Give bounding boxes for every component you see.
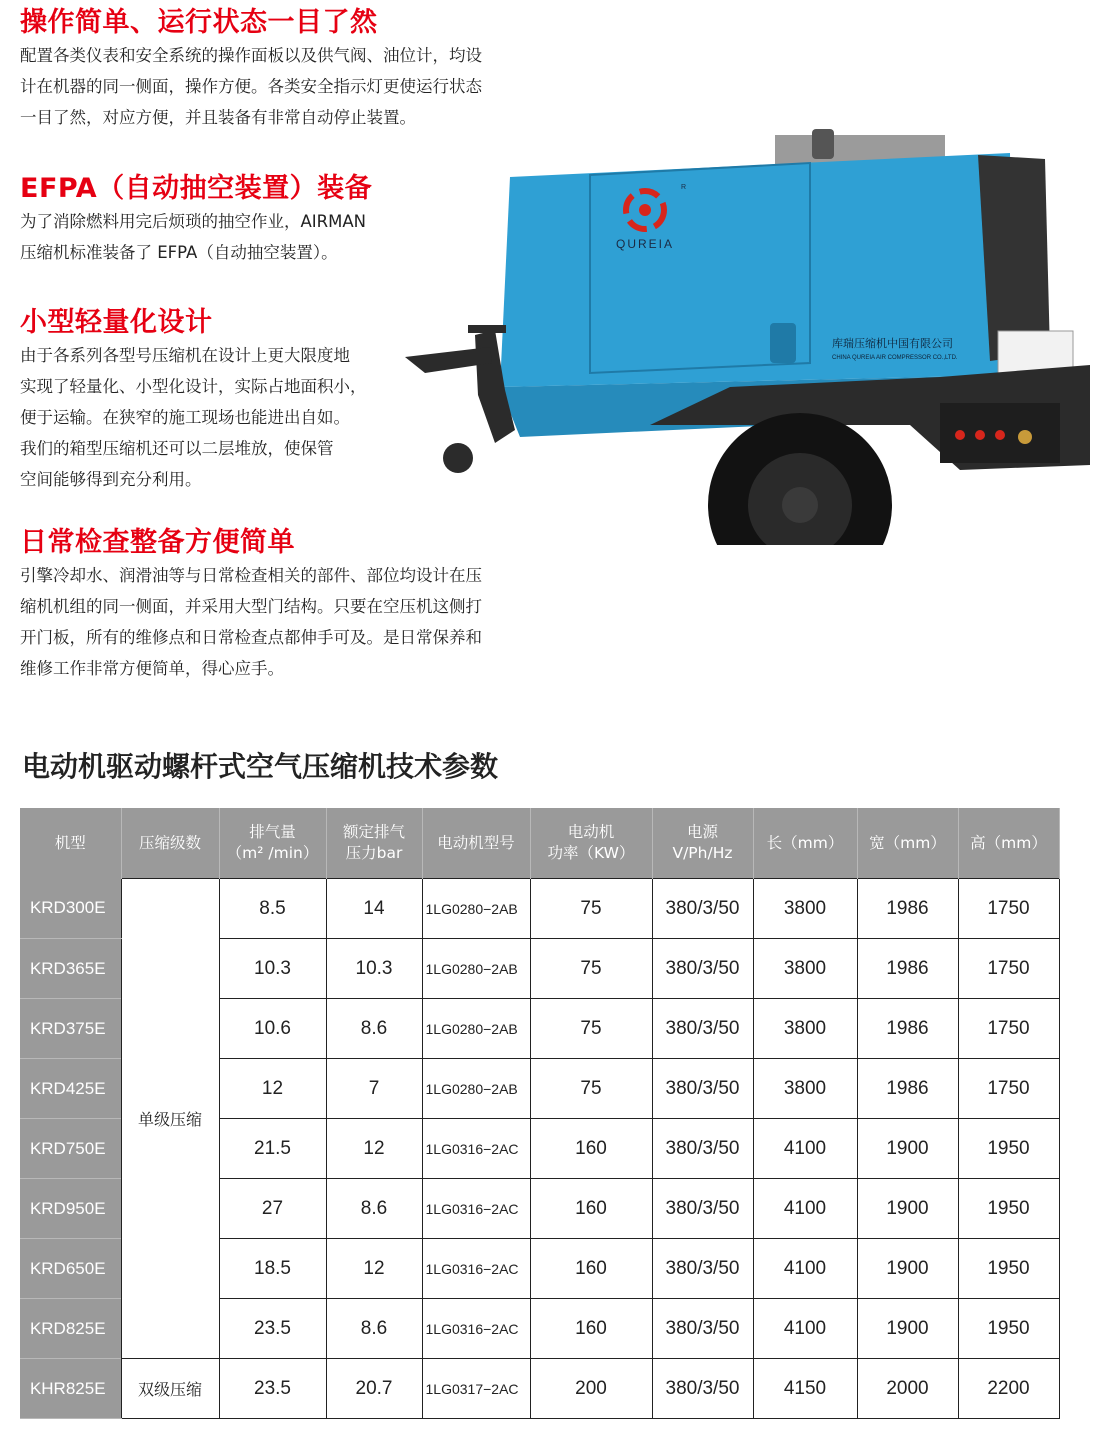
- cell-length: 4100: [753, 1179, 857, 1239]
- cell-pressure: 14: [326, 879, 422, 939]
- svg-text:QUREIA: QUREIA: [615, 237, 675, 251]
- cell-length: 3800: [753, 999, 857, 1059]
- section-line: 我们的箱型压缩机还可以二层堆放，使保管: [20, 439, 334, 458]
- cell-length: 3800: [753, 1059, 857, 1119]
- header-motor-model: 电动机型号: [422, 808, 530, 879]
- cell-length: 3800: [753, 939, 857, 999]
- cell-length: 3800: [753, 879, 857, 939]
- cell-motor-power: 75: [530, 939, 652, 999]
- cell-model: KRD950E: [20, 1179, 121, 1239]
- table-row: [20, 879, 1059, 939]
- wheel-hub: [782, 487, 818, 523]
- header-stage: 压缩级数: [121, 808, 219, 879]
- cell-power-supply: 380/3/50: [652, 939, 753, 999]
- cell-pressure: 8.6: [326, 999, 422, 1059]
- cell-stage: 双级压缩: [121, 1359, 219, 1419]
- cell-pressure: 8.6: [326, 1179, 422, 1239]
- cell-height: 2200: [958, 1359, 1059, 1419]
- cell-height: 1750: [958, 879, 1059, 939]
- section-line: 缩机机组的同一侧面，并采用大型门结构。只要在空压机这侧打: [20, 597, 482, 616]
- cell-height: 1750: [958, 999, 1059, 1059]
- section-title: EFPA（自动抽空装置）装备: [20, 173, 373, 204]
- section-line: 计在机器的同一侧面，操作方便。各类安全指示灯更使运行状态: [20, 77, 482, 96]
- valve-icon: [975, 430, 985, 440]
- header-length: 长（mm）: [753, 808, 857, 879]
- cell-motor-model: 1LG0316−2AC: [422, 1239, 530, 1299]
- header-height: 高（mm）: [958, 808, 1059, 879]
- feature-section-operation: [20, 6, 482, 133]
- svg-text:R: R: [681, 184, 687, 191]
- table-row: [20, 1359, 1059, 1419]
- cell-motor-model: 1LG0316−2AC: [422, 1119, 530, 1179]
- cell-width: 1986: [857, 939, 958, 999]
- header-model: 机型: [20, 808, 121, 879]
- cell-motor-model: 1LG0280−2AB: [422, 999, 530, 1059]
- section-line: 由于各系列各型号压缩机在设计上更大限度地: [20, 346, 350, 365]
- cell-pressure: 12: [326, 1119, 422, 1179]
- cell-pressure: 12: [326, 1239, 422, 1299]
- cell-model: KRD750E: [20, 1119, 121, 1179]
- cell-length: 4100: [753, 1239, 857, 1299]
- cell-air-delivery: 18.5: [219, 1239, 326, 1299]
- cell-motor-power: 200: [530, 1359, 652, 1419]
- cell-power-supply: 380/3/50: [652, 1179, 753, 1239]
- cell-motor-model: 1LG0317−2AC: [422, 1359, 530, 1419]
- lifting-eye: [812, 129, 834, 159]
- cell-air-delivery: 21.5: [219, 1119, 326, 1179]
- section-line: 配置各类仪表和安全系统的操作面板以及供气阀、油位计，均设: [20, 46, 482, 65]
- spec-table: [20, 808, 1060, 1419]
- cell-power-supply: 380/3/50: [652, 1359, 753, 1419]
- cell-motor-model: 1LG0280−2AB: [422, 879, 530, 939]
- company-name-plate: 库瑞压缩机中国有限公司: [832, 337, 953, 350]
- section-line: 压缩机标准装备了 EFPA（自动抽空装置）。: [20, 243, 338, 262]
- cell-width: 1986: [857, 1059, 958, 1119]
- header-power-supply: 电源 V/Ph/Hz: [652, 808, 753, 879]
- table-title: 电动机驱动螺杆式空气压缩机技术参数: [22, 750, 499, 783]
- cell-motor-power: 160: [530, 1239, 652, 1299]
- cell-air-delivery: 27: [219, 1179, 326, 1239]
- cell-model: KHR825E: [20, 1359, 121, 1419]
- cell-length: 4100: [753, 1299, 857, 1359]
- cell-motor-model: 1LG0280−2AB: [422, 939, 530, 999]
- feature-section-efpa: [20, 172, 372, 268]
- cell-height: 1750: [958, 1059, 1059, 1119]
- cell-pressure: 7: [326, 1059, 422, 1119]
- table-header-row: [20, 808, 1059, 879]
- feature-section-maintenance: [20, 526, 482, 684]
- cell-model: KRD300E: [20, 879, 121, 939]
- section-line: 实现了轻量化、小型化设计，实际占地面积小，: [20, 377, 367, 396]
- cell-height: 1750: [958, 939, 1059, 999]
- cell-air-delivery: 8.5: [219, 879, 326, 939]
- cell-width: 2000: [857, 1359, 958, 1419]
- cell-model: KRD825E: [20, 1299, 121, 1359]
- cell-width: 1900: [857, 1239, 958, 1299]
- cell-air-delivery: 23.5: [219, 1359, 326, 1419]
- cell-power-supply: 380/3/50: [652, 999, 753, 1059]
- cell-height: 1950: [958, 1239, 1059, 1299]
- cell-power-supply: 380/3/50: [652, 1239, 753, 1299]
- section-line: 开门板，所有的维修点和日常检查点都伸手可及。是日常保养和: [20, 628, 482, 647]
- cell-air-delivery: 23.5: [219, 1299, 326, 1359]
- side-panel: [978, 155, 1050, 361]
- header-air-delivery: 排气量 （m² /min）: [219, 808, 326, 879]
- cell-width: 1986: [857, 999, 958, 1059]
- cell-model: KRD375E: [20, 999, 121, 1059]
- cell-power-supply: 380/3/50: [652, 879, 753, 939]
- cell-height: 1950: [958, 1299, 1059, 1359]
- cell-motor-power: 160: [530, 1179, 652, 1239]
- cell-motor-power: 75: [530, 879, 652, 939]
- cell-width: 1900: [857, 1299, 958, 1359]
- cell-height: 1950: [958, 1119, 1059, 1179]
- cell-length: 4150: [753, 1359, 857, 1419]
- cell-power-supply: 380/3/50: [652, 1299, 753, 1359]
- cell-air-delivery: 10.6: [219, 999, 326, 1059]
- tow-handle: [468, 325, 506, 333]
- section-title: 日常检查整备方便简单: [20, 527, 295, 558]
- header-width: 宽（mm）: [857, 808, 958, 879]
- section-line: 为了消除燃料用完后烦琐的抽空作业，AIRMAN: [20, 212, 366, 231]
- section-title: 操作简单、运行状态一目了然: [20, 7, 378, 38]
- valve-icon: [1018, 430, 1032, 444]
- cell-model: KRD365E: [20, 939, 121, 999]
- cell-pressure: 8.6: [326, 1299, 422, 1359]
- cell-width: 1986: [857, 879, 958, 939]
- cell-air-delivery: 10.3: [219, 939, 326, 999]
- cell-motor-power: 160: [530, 1119, 652, 1179]
- cell-pressure: 20.7: [326, 1359, 422, 1419]
- cell-motor-power: 75: [530, 1059, 652, 1119]
- cell-air-delivery: 12: [219, 1059, 326, 1119]
- section-line: 一目了然，对应方便，并且装备有非常自动停止装置。: [20, 108, 416, 127]
- section-line: 引擎冷却水、润滑油等与日常检查相关的部件、部位均设计在压: [20, 566, 482, 585]
- section-line: 维修工作非常方便简单，得心应手。: [20, 659, 284, 678]
- jockey-wheel: [443, 443, 473, 473]
- valve-icon: [955, 430, 965, 440]
- cell-model: KRD425E: [20, 1059, 121, 1119]
- cell-height: 1950: [958, 1179, 1059, 1239]
- cell-stage: 单级压缩: [121, 879, 219, 1359]
- feature-section-compact: [20, 306, 367, 495]
- cell-power-supply: 380/3/50: [652, 1059, 753, 1119]
- cell-motor-power: 75: [530, 999, 652, 1059]
- air-compressor-image: [400, 125, 1100, 545]
- cell-motor-model: 1LG0280−2AB: [422, 1059, 530, 1119]
- company-name-en: CHINA QUREIA AIR COMPRESSOR CO.,LTD.: [832, 355, 958, 361]
- section-line: 空间能够得到充分利用。: [20, 470, 202, 489]
- cell-length: 4100: [753, 1119, 857, 1179]
- section-line: 便于运输。在狭窄的施工现场也能进出自如。: [20, 408, 350, 427]
- cell-power-supply: 380/3/50: [652, 1119, 753, 1179]
- section-title: 小型轻量化设计: [20, 307, 213, 338]
- cell-motor-model: 1LG0316−2AC: [422, 1179, 530, 1239]
- valve-icon: [995, 430, 1005, 440]
- door-handle: [770, 323, 796, 363]
- cell-model: KRD650E: [20, 1239, 121, 1299]
- cell-motor-model: 1LG0316−2AC: [422, 1299, 530, 1359]
- cell-width: 1900: [857, 1179, 958, 1239]
- cell-pressure: 10.3: [326, 939, 422, 999]
- compressor-body: [500, 153, 1012, 387]
- header-pressure: 额定排气 压力bar: [326, 808, 422, 879]
- cell-motor-power: 160: [530, 1299, 652, 1359]
- cell-width: 1900: [857, 1119, 958, 1179]
- header-motor-power: 电动机 功率（KW）: [530, 808, 652, 879]
